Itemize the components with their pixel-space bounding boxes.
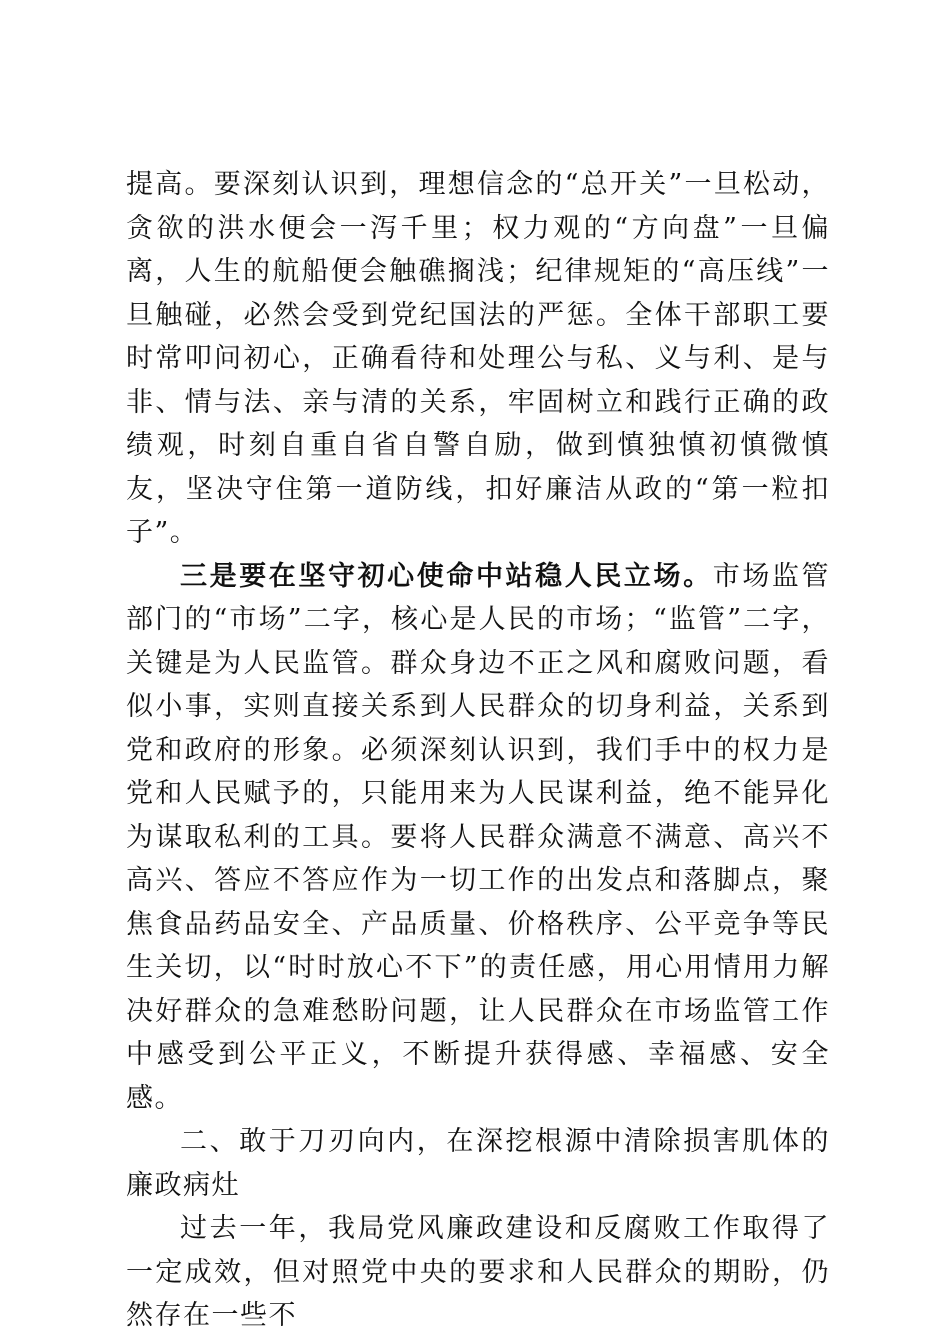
- section-heading-two: [126, 1120, 830, 1207]
- section-heading-text: 二、敢于刀刃向内，在深挖根源中清除损害肌体的廉政病灶: [126, 1126, 830, 1201]
- paragraph-text: 提高。要深刻认识到，理想信念的“总开关”一旦松动，贪欲的洪水便会一泻千里；权力观的“方向盘”一旦偏离，人生的航船便会触礁搁浅；纪律规矩的“高压线”一旦触碰，必然会受到党纪国法的严惩。全体干部职工要时常叩问初心，正确看待和处理公与私、义与利、是与非、情与法、亲与清的关系，牢固树立和践行正确的政绩观，时刻自重自省自警自励，做到慎独慎初慎微慎友，坚决守住第一道防线，扣好廉洁从政的“第一粒扣子”。: [126, 169, 830, 548]
- paragraph-integrity-continuation: [126, 163, 830, 555]
- paragraph-past-year: [126, 1207, 830, 1338]
- paragraph-bold-lead: 三是要在坚守初心使命中站稳人民立场。: [180, 560, 713, 592]
- paragraph-people-stance: [126, 555, 830, 1121]
- paragraph-text: 市场监管部门的“市场”二字，核心是人民的市场；“监管”二字，关键是为人民监管。群众身边不正之风和腐败问题，看似小事，实则直接关系到人民群众的切身利益，关系到党和政府的形象。必须深刻认识到，我们手中的权力是党和人民赋予的，只能用来为人民谋利益，绝不能异化为谋取私利的工具。要将人民群众满意不满意、高兴不高兴、答应不答应作为一切工作的出发点和落脚点，聚焦食品药品安全、产品质量、价格秩序、公平竞争等民生关切，以“时时放心不下”的责任感，用心用情用力解决好群众的急难愁盼问题，让人民群众在市场监管工作中感受到公平正义，不断提升获得感、幸福感、安全感。: [126, 560, 831, 1114]
- document-page: [126, 163, 830, 1338]
- paragraph-text: 过去一年，我局党风廉政建设和反腐败工作取得了一定成效，但对照党中央的要求和人民群众的期盼，仍然存在一些不: [126, 1213, 830, 1331]
